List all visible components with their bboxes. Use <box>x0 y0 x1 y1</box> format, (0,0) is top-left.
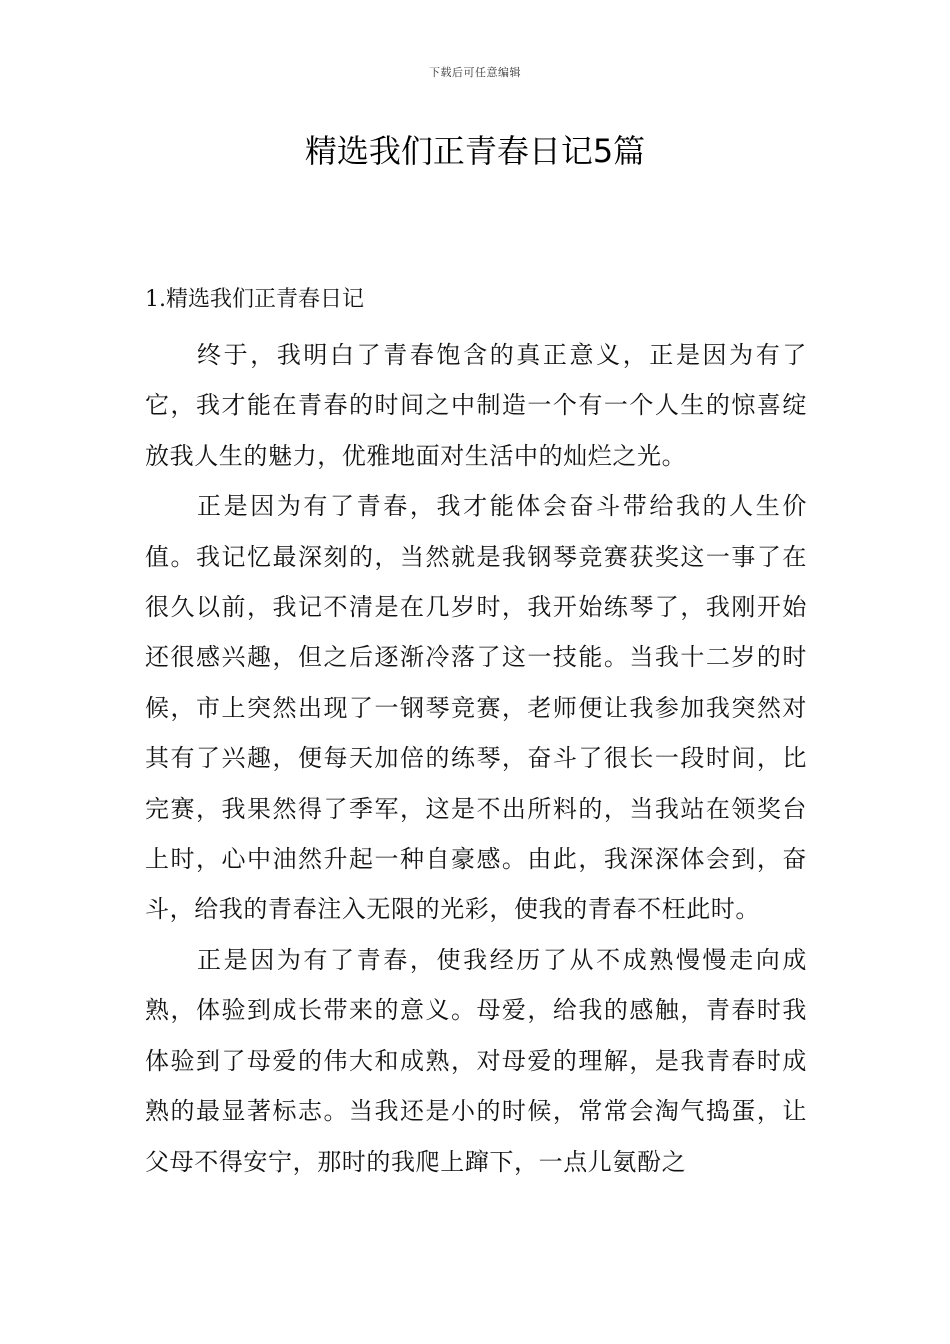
paragraph: 正是因为有了青春，使我经历了从不成熟慢慢走向成熟，体验到成长带来的意义。母爱，给我的感触，青春时我体验到了母爱的伟大和成熟，对母爱的理解，是我青春时成熟的最显著标志。当我还是小的时候，常常会淘气捣蛋，让父母不得安宁，那时的我爬上蹿下，一点儿氨酚之 <box>145 945 807 1176</box>
section-heading: 1.精选我们正青春日记 <box>145 287 364 312</box>
paragraph: 终于，我明白了青春饱含的真正意义，正是因为有了它，我才能在青春的时间之中制造一个有一个人生的惊喜绽放我人生的魅力，优雅地面对生活中的灿烂之光。 <box>145 341 807 470</box>
header-note: 下载后可任意编辑 <box>429 66 521 79</box>
paragraph: 正是因为有了青春，我才能体会奋斗带给我的人生价值。我记忆最深刻的，当然就是我钢琴竞赛获奖这一事了在很久以前，我记不清是在几岁时，我开始练琴了，我刚开始还很感兴趣，但之后逐渐冷落了这一技能。当我十二岁的时候，市上突然出现了一钢琴竞赛，老师便让我参加我突然对其有了兴趣，便每天加倍的练琴，奋斗了很长一段时间，比完赛，我果然得了季军，这是不出所料的，当我站在领奖台上时，心中油然升起一种自豪感。由此，我深深体会到，奋斗，给我的青春注入无限的光彩，使我的青春不枉此时。 <box>145 492 807 924</box>
document-title: 精选我们正青春日记5篇 <box>304 132 646 170</box>
document-body <box>145 330 807 1187</box>
